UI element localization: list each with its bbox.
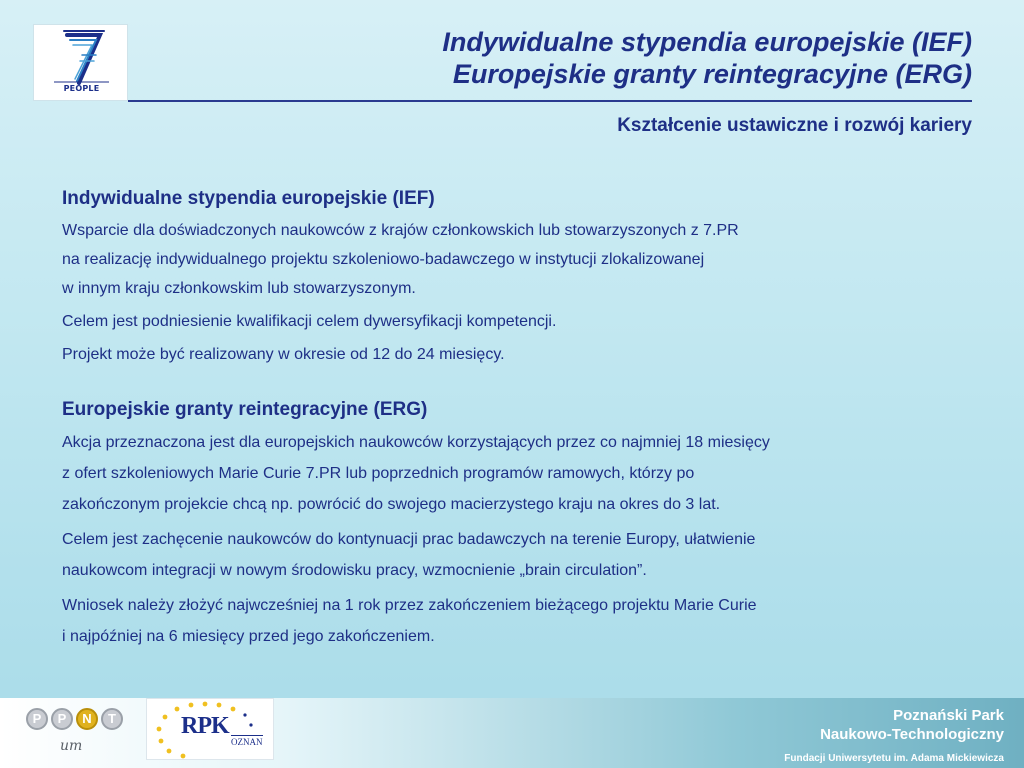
rpk-poznan-logo	[146, 698, 274, 760]
page-title-line1: Indywidualne stypendia europejskie (IEF)	[442, 27, 972, 57]
text-line: naukowcom integracji w nowym środowisku pracy, wzmocnienie „brain circulation”.	[62, 562, 647, 579]
text-line: zakończonym projekcie chcą np. powrócić do swojego macierzystego kraju na okres do 3 lat.	[62, 496, 721, 513]
org-name-line1: Poznański Park	[893, 707, 1004, 724]
content-area	[62, 186, 962, 652]
erg-paragraph-3	[62, 590, 962, 652]
ppnt-letter: T	[101, 708, 123, 730]
text-line: Celem jest zachęcenie naukowców do kontynuacji prac badawczych na terenie Europy, ułatwienie	[62, 531, 756, 548]
text-line: i najpóźniej na 6 miesięcy przed jego zakończeniem.	[62, 628, 435, 645]
footer-bar	[0, 698, 1024, 768]
ppnt-letter: P	[51, 708, 73, 730]
header-divider	[128, 100, 972, 102]
text-line: Wniosek należy złożyć najwcześniej na 1 rok przez zakończeniem bieżącego projektu Marie Curie	[62, 597, 757, 614]
ppnt-letters	[26, 708, 132, 730]
text-line: Akcja przeznaczona jest dla europejskich naukowców korzystających przez co najmniej 18 miesięcy	[62, 434, 770, 451]
fp7-people-logo	[33, 24, 128, 101]
page-title	[442, 26, 972, 90]
page-title-line2: Europejskie granty reintegracyjne (ERG)	[452, 59, 972, 89]
text-line: z ofert szkoleniowych Marie Curie 7.PR lub poprzednich programów ramowych, którzy po	[62, 465, 695, 482]
page-subtitle: Kształcenie ustawiczne i rozwój kariery	[617, 115, 972, 136]
org-name-line2: Naukowo-Technologiczny	[820, 726, 1004, 743]
erg-paragraph-1	[62, 427, 962, 520]
erg-paragraph-2	[62, 524, 962, 586]
rpk-subtext: OZNAN	[231, 737, 263, 747]
ppnt-letter: P	[26, 708, 48, 730]
ief-paragraph-1	[62, 216, 962, 303]
ief-heading: Indywidualne stypendia europejskie (IEF)	[62, 188, 435, 209]
ppnt-logo	[26, 708, 132, 762]
text-line: Celem jest podniesienie kwalifikacji celem dywersyfikacji kompetencji.	[62, 313, 557, 330]
ief-paragraph-2	[62, 307, 962, 336]
org-name-line3: Fundacji Uniwersytetu im. Adama Mickiewicza	[784, 753, 1004, 764]
text-line: Wsparcie dla doświadczonych naukowców z krajów członkowskich lub stowarzyszonych z 7.PR	[62, 222, 739, 239]
organization-name	[784, 706, 1004, 768]
erg-heading: Europejskie granty reintegracyjne (ERG)	[62, 399, 428, 420]
text-line: w innym kraju członkowskim lub stowarzyszonym.	[62, 280, 416, 297]
ief-paragraph-3	[62, 340, 962, 369]
text-line: na realizację indywidualnego projektu szkoleniowo-badawczego w instytucji zlokalizowanej	[62, 251, 705, 268]
ppnt-letter: N	[76, 708, 98, 730]
logo-label: PEOPLE	[63, 84, 100, 93]
text-line: Projekt może być realizowany w okresie od 12 do 24 miesięcy.	[62, 346, 505, 363]
rpk-text: RPK	[181, 713, 229, 739]
ppnt-um-mark: um	[60, 738, 83, 754]
